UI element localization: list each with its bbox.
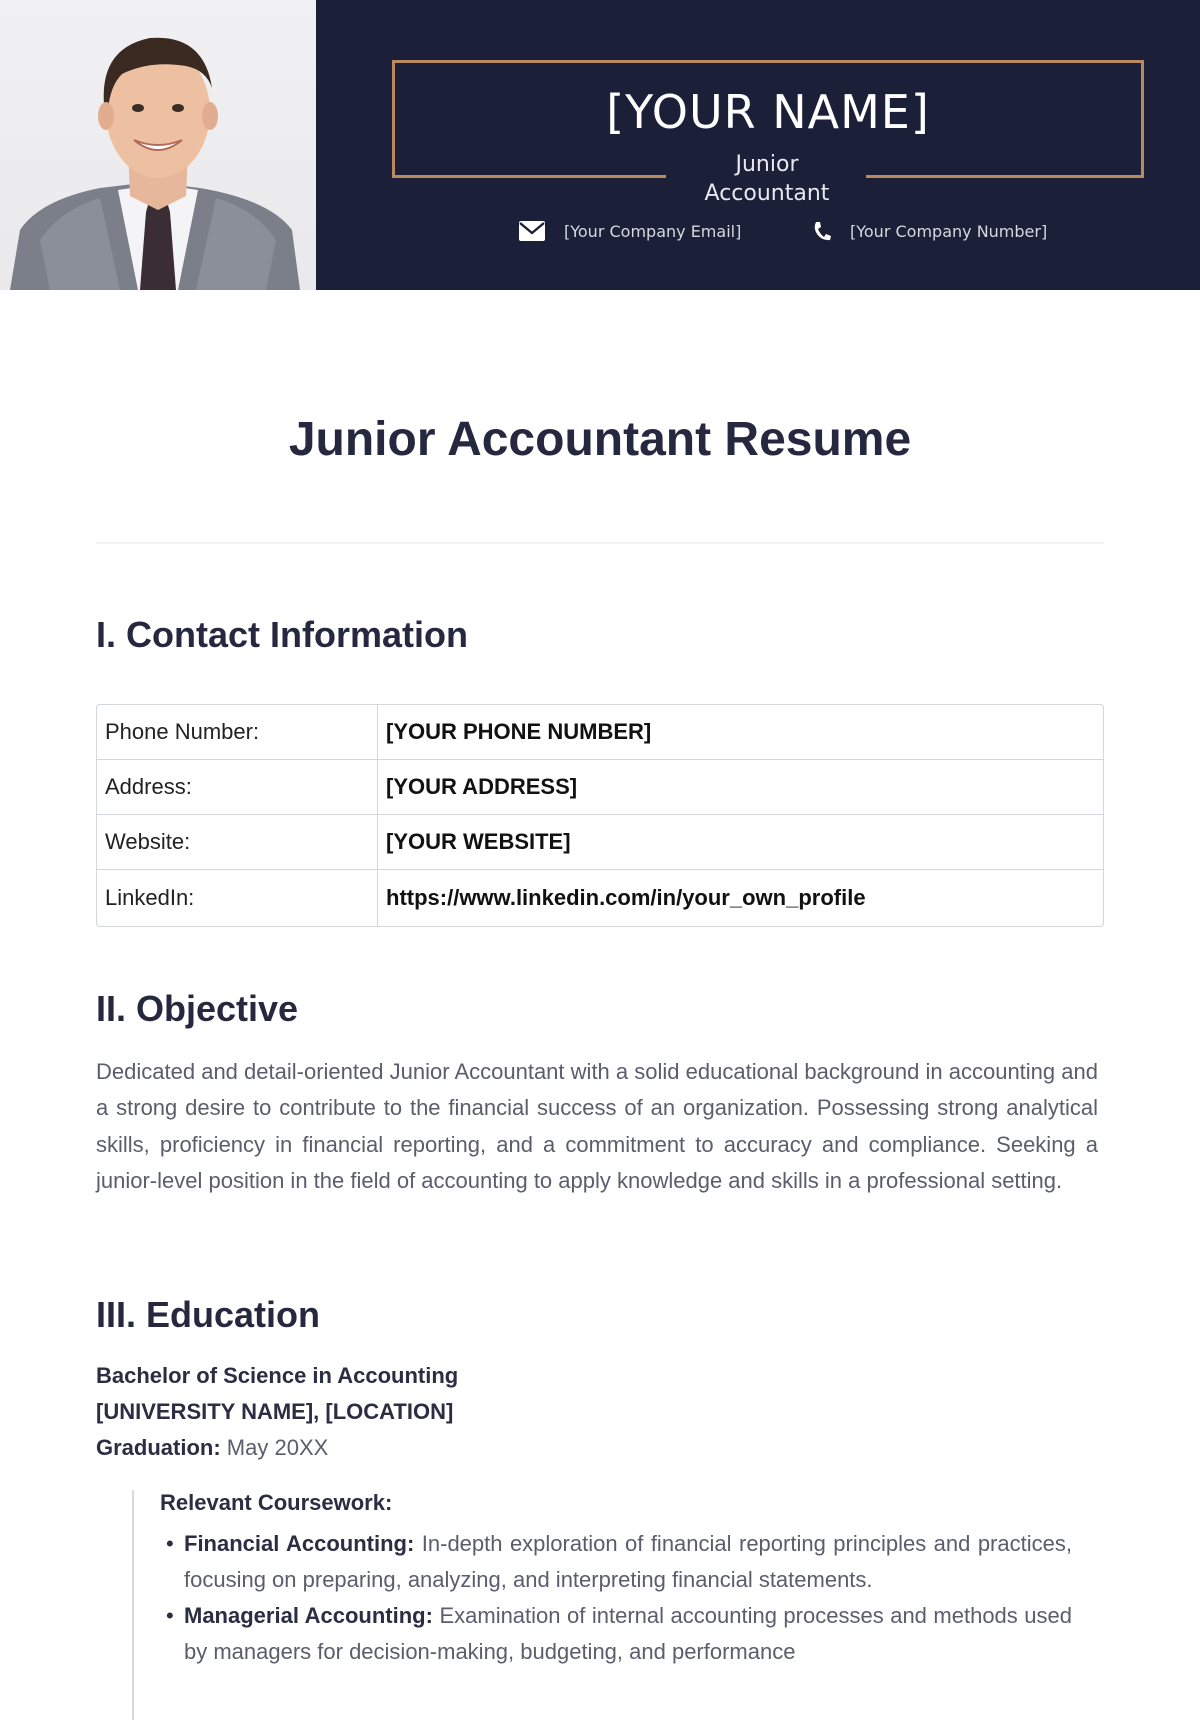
contact-label: Address:	[97, 760, 378, 815]
contact-label: Website:	[97, 815, 378, 870]
objective-text: Dedicated and detail-oriented Junior Accountant with a solid educational background in accounting and a strong desire to contribute to the financial success of an organization. Possessing strong analytical skills, proficiency in financial reporting, and a commitment to accuracy and compliance. Seeking a junior-level position in the field of accounting to apply knowledge and skills in a professional setting.	[96, 1059, 1098, 1194]
contact-value: [YOUR ADDRESS]	[378, 760, 1103, 815]
phone-icon	[812, 220, 832, 242]
contact-heading: I. Contact Information	[96, 614, 468, 655]
candidate-name: [YOUR NAME]	[606, 85, 930, 139]
coursework-block	[132, 1490, 1074, 1720]
education-heading: III. Education	[96, 1294, 321, 1335]
job-role: Junior Accountant	[704, 152, 830, 206]
table-row	[97, 870, 1103, 926]
course-name: Managerial Accounting:	[184, 1603, 433, 1628]
coursework-heading: Relevant Coursework:	[160, 1490, 393, 1515]
header-email[interactable]: [Your Company Email]	[518, 220, 741, 242]
graduation-label: Graduation:	[96, 1435, 221, 1460]
school: [UNIVERSITY NAME], [LOCATION]	[96, 1399, 454, 1424]
profile-photo	[0, 0, 316, 290]
course-desc: In-depth exploration of financial reporting principles and practices, focusing on preparing, analyzing, and interpreting financial statements.	[184, 1531, 1072, 1592]
person-photo-icon	[0, 0, 316, 290]
contact-value: [YOUR PHONE NUMBER]	[378, 705, 1103, 760]
education-details	[96, 1358, 458, 1466]
list-item	[160, 1526, 1072, 1598]
header-banner	[316, 0, 1200, 290]
contact-value: [YOUR WEBSITE]	[378, 815, 1103, 870]
contact-label: LinkedIn:	[97, 870, 378, 926]
coursework-list	[160, 1526, 1072, 1670]
objective-heading: II. Objective	[96, 988, 299, 1029]
page-title: Junior Accountant Resume	[288, 413, 912, 466]
degree: Bachelor of Science in Accounting	[96, 1363, 459, 1388]
list-item	[160, 1598, 1072, 1670]
header-phone[interactable]: [Your Company Number]	[812, 220, 1047, 242]
contact-table	[96, 704, 1104, 927]
table-row	[97, 815, 1103, 870]
course-name: Financial Accounting:	[184, 1531, 415, 1556]
resume-header	[0, 0, 1200, 290]
table-row	[97, 760, 1103, 815]
graduation-value: May 20XX	[226, 1435, 329, 1460]
table-row	[97, 705, 1103, 760]
linkedin-link[interactable]: https://www.linkedin.com/in/your_own_profile	[386, 885, 866, 910]
email-icon	[518, 220, 546, 242]
divider	[96, 542, 1104, 544]
contact-label: Phone Number:	[97, 705, 378, 760]
course-desc: Examination of internal accounting processes and methods used by managers for decision-making, budgeting, and performance	[184, 1603, 1073, 1664]
